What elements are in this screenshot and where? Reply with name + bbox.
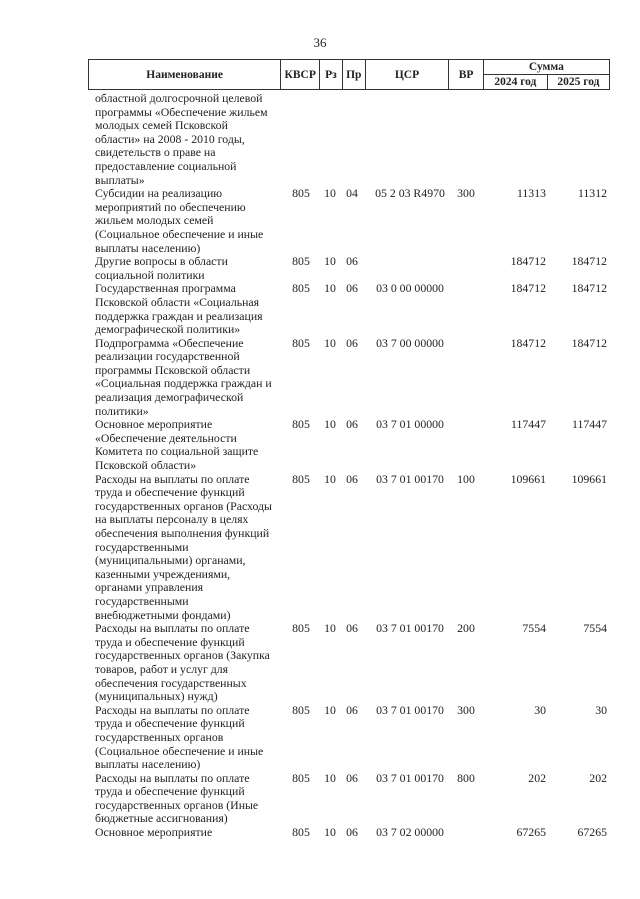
cell-rz: 10	[324, 417, 336, 432]
row-name: Расходы на выплаты по оплате труда и обеспечение функций государственных органов (Социальное обеспечение и иные выплаты населению)	[95, 702, 264, 772]
row-name: Основное мероприятие «Обеспечение деятельности Комитета по социальной защите Псковской области»	[95, 417, 259, 473]
header-csr: ЦСР	[365, 60, 449, 90]
cell-kvsr: 805	[292, 702, 310, 717]
cell-s2025: 184712	[571, 281, 607, 296]
cell-rz: 10	[324, 825, 336, 840]
row-name: Субсидии на реализацию мероприятий по обеспечению жильем молодых семей (Социальное обеспечение и иные выплаты населению)	[95, 186, 264, 255]
cell-s2024: 30	[534, 702, 546, 717]
row-name: Расходы на выплаты по оплате труда и обеспечение функций государственных органов (Иные бюджетные ассигнования)	[95, 770, 259, 826]
cell-pr: 06	[346, 702, 358, 717]
cell-s2025: 117447	[572, 417, 607, 432]
row-name: Государственная программа Псковской области «Социальная поддержка граждан и реализация демографической политики»	[95, 281, 263, 337]
cell-rz: 10	[324, 621, 336, 636]
page-number: 36	[313, 35, 327, 50]
cell-kvsr: 805	[292, 417, 310, 432]
table-row	[88, 772, 610, 826]
cell-rz: 10	[324, 186, 336, 201]
cell-s2025: 109661	[571, 471, 607, 486]
table-row	[88, 473, 610, 623]
table-row	[88, 337, 610, 419]
cell-s2024: 184712	[510, 281, 546, 296]
row-name: Подпрограмма «Обеспечение реализации государственной программы Псковской области «Социальная поддержка граждан и реализация демографической политики»	[95, 335, 272, 418]
row-name: Расходы на выплаты по оплате труда и обеспечение функций государственных органов (Закупка товаров, работ и услуг для обеспечения государственных (муниципальных) нужд)	[95, 621, 270, 704]
cell-vr: 300	[457, 702, 475, 717]
cell-pr: 06	[346, 621, 358, 636]
cell-vr: 100	[457, 471, 475, 486]
cell-kvsr: 805	[292, 281, 310, 296]
table-row	[88, 826, 610, 840]
cell-rz: 10	[324, 770, 336, 785]
cell-csr: 03 0 00 00000	[376, 281, 444, 296]
cell-csr: 03 7 01 00170	[376, 471, 444, 486]
cell-rz: 10	[324, 281, 336, 296]
cell-s2025: 202	[589, 770, 607, 785]
row-name: Другие вопросы в области социальной политики	[95, 254, 228, 282]
cell-s2024: 11313	[516, 186, 546, 201]
cell-rz: 10	[324, 702, 336, 717]
cell-rz: 10	[324, 471, 336, 486]
header-rz: Рз	[320, 60, 343, 90]
cell-vr: 800	[457, 770, 475, 785]
cell-kvsr: 805	[292, 254, 310, 269]
table-row	[88, 187, 610, 255]
cell-pr: 06	[346, 770, 358, 785]
row-name: Основное мероприятие	[95, 825, 213, 840]
cell-rz: 10	[324, 335, 336, 350]
cell-csr: 03 7 01 00170	[376, 702, 444, 717]
cell-s2025: 11312	[577, 186, 607, 201]
cell-s2024: 184712	[510, 254, 546, 269]
cell-csr: 05 2 03 R4970	[375, 186, 445, 201]
cell-s2025: 184712	[571, 335, 607, 350]
cell-s2024: 117447	[511, 417, 546, 432]
cell-rz: 10	[324, 254, 336, 269]
cell-s2024: 184712	[510, 335, 546, 350]
cell-csr: 03 7 01 00170	[376, 621, 444, 636]
cell-kvsr: 805	[292, 471, 310, 486]
cell-kvsr: 805	[292, 335, 310, 350]
cell-pr: 04	[346, 186, 358, 201]
cell-s2024: 67265	[516, 825, 546, 840]
cell-s2025: 7554	[583, 621, 607, 636]
cell-s2024: 7554	[522, 621, 546, 636]
row-name: областной долгосрочной целевой программы «Обеспечение жильем молодых семей Псковской области» на 2008 - 2010 годы, свидетельств о праве на предоставление социальной выплаты»	[95, 91, 268, 187]
cell-csr: 03 7 01 00170	[376, 770, 444, 785]
header-sum: Сумма	[483, 60, 609, 75]
cell-pr: 06	[346, 471, 358, 486]
cell-pr: 06	[346, 281, 358, 296]
table-row	[88, 92, 610, 187]
cell-kvsr: 805	[292, 825, 310, 840]
cell-s2025: 184712	[571, 254, 607, 269]
cell-vr: 200	[457, 621, 475, 636]
cell-s2024: 202	[528, 770, 546, 785]
cell-s2025: 30	[595, 702, 607, 717]
header-pr: Пр	[342, 60, 365, 90]
header-2024: 2024 год	[483, 75, 547, 90]
cell-kvsr: 805	[292, 621, 310, 636]
cell-pr: 06	[346, 417, 358, 432]
cell-pr: 06	[346, 335, 358, 350]
cell-csr: 03 7 02 00000	[376, 825, 444, 840]
header-vr: ВР	[449, 60, 484, 90]
table-row	[88, 255, 610, 282]
table-header	[88, 59, 610, 90]
table-row	[88, 282, 610, 336]
cell-pr: 06	[346, 825, 358, 840]
header-name: Наименование	[89, 60, 281, 90]
cell-pr: 06	[346, 254, 358, 269]
cell-csr: 03 7 00 00000	[376, 335, 444, 350]
row-name: Расходы на выплаты по оплате труда и обеспечение функций государственных органов (Расходы на выплаты персоналу в целях обеспечения выполнения функций государственными (муниципальными) органами, казенными учреждениями, органами управления государственными внебюджетными фондами)	[95, 471, 272, 622]
cell-vr: 300	[457, 186, 475, 201]
table-row	[88, 418, 610, 472]
table-row	[88, 622, 610, 704]
cell-csr: 03 7 01 00000	[376, 417, 444, 432]
table-body	[88, 92, 610, 840]
cell-s2025: 67265	[577, 825, 607, 840]
header-kvsr: КВСР	[281, 60, 320, 90]
cell-kvsr: 805	[292, 770, 310, 785]
header-2025: 2025 год	[547, 75, 609, 90]
cell-kvsr: 805	[292, 186, 310, 201]
table-row	[88, 704, 610, 772]
cell-s2024: 109661	[510, 471, 546, 486]
